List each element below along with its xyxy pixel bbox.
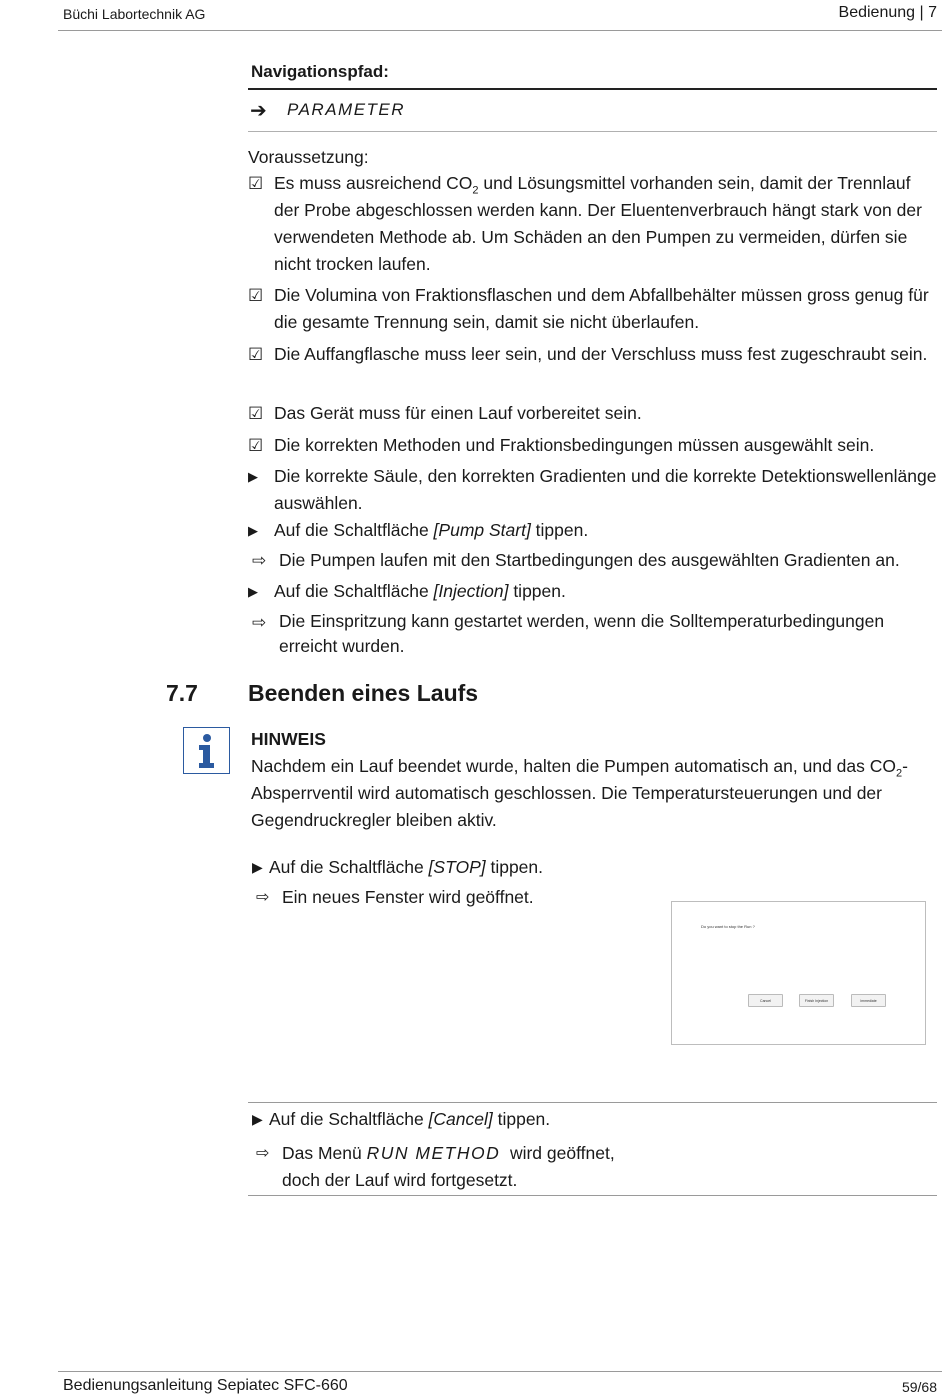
result-text: Ein neues Fenster wird geöffnet. (282, 887, 534, 907)
footer-divider (58, 1371, 942, 1372)
requirement-item (248, 432, 938, 459)
header-divider (58, 30, 942, 31)
footer-manual-title: Bedienungsanleitung Sepiatec SFC-660 (63, 1377, 348, 1394)
checkbox-checked-icon: ☑ (248, 404, 264, 423)
info-icon (183, 727, 230, 774)
navigation-path: PARAMETER (287, 100, 406, 119)
step-item (248, 463, 938, 517)
section-number: 7.7 (166, 680, 198, 706)
requirement-text: Das Gerät muss für einen Lauf vorbereitet sein. (274, 403, 642, 423)
checkbox-checked-icon: ☑ (248, 345, 264, 364)
section-title: Beenden eines Laufs (248, 680, 479, 706)
requirement-item (248, 341, 938, 368)
result-text: Die Einspritzung kann gestartet werden, wenn die Solltemperaturbedingungen erreicht wurden. (279, 611, 885, 656)
table-top-rule (248, 1102, 937, 1103)
checkbox-checked-icon: ☑ (248, 174, 264, 193)
dialog-question: Do you want to stop the Run ? (701, 924, 755, 929)
result-arrow-icon: ⇨ (252, 613, 267, 632)
requirement-item (248, 170, 938, 278)
stop-run-dialog (671, 901, 926, 1045)
result-text: Das Menü RUN METHOD wird geöffnet, doch der Lauf wird fortgesetzt. (282, 1143, 615, 1190)
step-text: Die korrekte Säule, den korrekten Gradienten und die korrekte Detektionswellenlänge auswählen. (274, 466, 937, 513)
step-text: Auf die Schaltfläche [Cancel] tippen. (269, 1109, 551, 1129)
play-triangle-icon: ▶ (248, 469, 258, 484)
result-text: Die Pumpen laufen mit den Startbedingungen des ausgewählten Gradienten an. (279, 550, 900, 570)
dialog-finish-injection-button[interactable]: Finish Injection (799, 994, 834, 1007)
result-item (248, 547, 938, 574)
requirement-text: Es muss ausreichend $CO_2$ und Lösungsmittel vorhanden sein, damit der Trennlauf der Probe abgeschlossen werden kann. Der Eluentenverbrauch hängt stark von der verwendeten Methode ab. Um Schäden an den Pumpen zu vermeiden, dürfen sie nicht trocken laufen. (274, 173, 922, 274)
step-item (252, 854, 912, 881)
result-arrow-icon: ⇨ (256, 1145, 270, 1162)
header-chapter: Bedienung | 7 (838, 4, 937, 21)
requirement-text: Die korrekten Methoden und Fraktionsbedingungen müssen ausgewählt sein. (274, 435, 875, 455)
play-triangle-icon: ▶ (248, 584, 258, 599)
checkbox-checked-icon: ☑ (248, 436, 264, 455)
navigation-top-rule (248, 88, 937, 90)
footer-page-number: 59/68 (901, 1379, 937, 1395)
requirements-label: Voraussetzung: (248, 147, 369, 167)
step-item (248, 517, 938, 544)
result-item (248, 609, 938, 659)
arrow-right-icon: ➔ (250, 100, 267, 122)
navigation-bottom-rule (248, 131, 937, 132)
result-arrow-icon: ⇨ (252, 551, 267, 570)
checkbox-checked-icon: ☑ (248, 286, 264, 305)
dialog-immediate-button[interactable]: Immediate (851, 994, 886, 1007)
step-item (252, 1106, 912, 1133)
play-triangle-icon: ▶ (252, 1111, 263, 1127)
requirement-item (248, 400, 938, 427)
step-text: Auf die Schaltfläche [Pump Start] tippen. (274, 520, 589, 540)
header-company: Büchi Labortechnik AG (63, 6, 206, 22)
play-triangle-icon: ▶ (248, 523, 258, 538)
table-bottom-rule (248, 1195, 937, 1196)
requirement-text: Die Volumina von Fraktionsflaschen und dem Abfallbehälter müssen gross genug für die gesamte Trennung sein, damit sie nicht überlaufen. (274, 285, 929, 332)
note-title: HINWEIS (251, 729, 326, 749)
step-item (248, 578, 938, 605)
step-text: Auf die Schaltfläche [Injection] tippen. (274, 581, 566, 601)
requirement-text: Die Auffangflasche muss leer sein, und der Verschluss muss fest zugeschraubt sein. (274, 344, 928, 364)
navigation-title: Navigationspfad: (251, 62, 389, 81)
step-text: Auf die Schaltfläche [STOP] tippen. (269, 857, 544, 877)
result-arrow-icon: ⇨ (256, 889, 270, 906)
play-triangle-icon: ▶ (252, 859, 263, 875)
dialog-cancel-button[interactable]: Cancel (748, 994, 783, 1007)
result-item (252, 1140, 912, 1194)
note-body: Nachdem ein Lauf beendet wurde, halten die Pumpen automatisch an, und das $CO_2$-Absperrventil wird automatisch geschlossen. Die Temperatursteuerungen und der Gegendruckregler bleiben aktiv. (251, 756, 908, 830)
requirement-item (248, 282, 938, 336)
